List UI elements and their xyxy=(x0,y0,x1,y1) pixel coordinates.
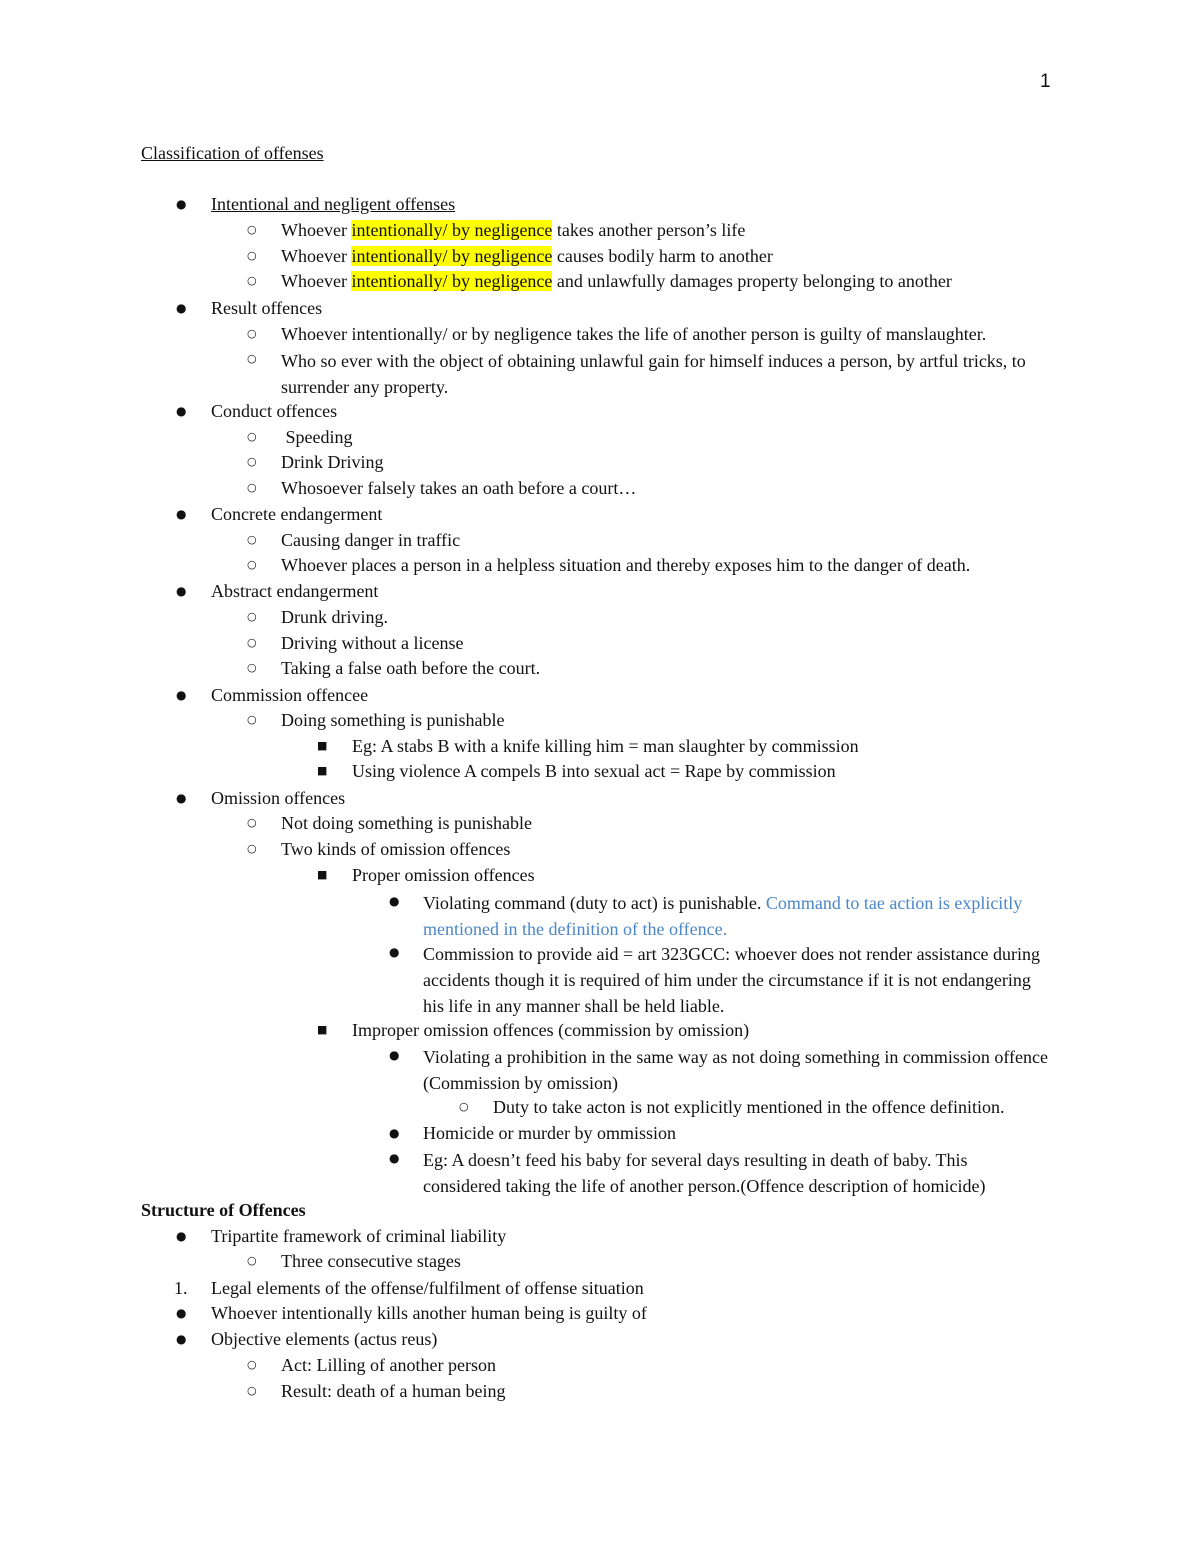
list-item: Speeding xyxy=(281,427,353,447)
list-item: Whoever intentionally/ or by negligence takes the life of another person is guilty of manslaughter. xyxy=(281,324,987,344)
list-item: Violating a prohibition in the same way as not doing something in commission offence (Commission by omission) xyxy=(423,1047,1048,1093)
section-omission-heading: Omission offences xyxy=(211,788,346,808)
circle-bullet-icon: ○ xyxy=(247,713,257,726)
section-commission-heading: Commission offencee xyxy=(211,685,369,705)
bullet-icon: ● xyxy=(176,404,187,418)
list-item: Doing something is punishable xyxy=(281,710,505,730)
section-conduct-heading: Conduct offences xyxy=(211,401,338,421)
list-item: Eg: A stabs B with a knife killing him = man slaughter by commission xyxy=(352,736,859,756)
section-structure-heading: Structure of Offences xyxy=(141,1200,306,1220)
circle-bullet-icon: ○ xyxy=(247,1254,257,1267)
circle-bullet-icon: ○ xyxy=(459,1100,469,1113)
circle-bullet-icon: ○ xyxy=(247,610,257,623)
list-item: Violating command (duty to act) is punishable. Command to tae action is explicitly mentioned in the definition of the offence. xyxy=(423,893,1023,939)
list-item: Commission to provide aid = art 323GCC: whoever does not render assistance during accidents though it is required of him under the circumstance if it is not endangering his life in any manner shall be held liable. xyxy=(423,944,1041,1016)
list-item: Objective elements (actus reus) xyxy=(211,1329,438,1349)
bullet-icon: ● xyxy=(176,301,187,315)
bullet-icon: ● xyxy=(389,894,400,908)
list-item: Causing danger in traffic xyxy=(281,530,461,550)
list-item: Driving without a license xyxy=(281,633,464,653)
list-number: 1. xyxy=(174,1278,188,1298)
list-item: Whoever intentionally/ by negligence causes bodily harm to another xyxy=(281,246,773,266)
circle-bullet-icon: ○ xyxy=(247,327,257,340)
circle-bullet-icon: ○ xyxy=(247,249,257,262)
bullet-icon: ● xyxy=(176,507,187,521)
section-intentional-heading: Intentional and negligent offenses xyxy=(211,194,456,214)
list-item: Using violence A compels B into sexual act = Rape by commission xyxy=(352,761,836,781)
circle-bullet-icon: ○ xyxy=(247,481,257,494)
list-item: Taking a false oath before the court. xyxy=(281,658,541,678)
bullet-icon: ● xyxy=(176,791,187,805)
list-item: Whoever places a person in a helpless situation and thereby exposes him to the danger of death. xyxy=(281,555,971,575)
list-item: Two kinds of omission offences xyxy=(281,839,511,859)
circle-bullet-icon: ○ xyxy=(247,223,257,236)
bullet-icon: ● xyxy=(389,1048,400,1062)
circle-bullet-icon: ○ xyxy=(247,274,257,287)
list-item: Tripartite framework of criminal liability xyxy=(211,1226,507,1246)
circle-bullet-icon: ○ xyxy=(247,533,257,546)
blue-note-text: Command to tae action is explicitly mentioned in the definition of the offence. xyxy=(423,893,1023,939)
list-item: Act: Lilling of another person xyxy=(281,1355,496,1375)
bullet-icon: ● xyxy=(176,1306,187,1320)
list-item: Proper omission offences xyxy=(352,865,535,885)
circle-bullet-icon: ○ xyxy=(247,558,257,571)
section-abstract-heading: Abstract endangerment xyxy=(211,581,379,601)
circle-bullet-icon: ○ xyxy=(247,455,257,468)
bullet-icon: ● xyxy=(176,688,187,702)
list-item: Result: death of a human being xyxy=(281,1381,506,1401)
circle-bullet-icon: ○ xyxy=(247,352,257,365)
circle-bullet-icon: ○ xyxy=(247,1358,257,1371)
list-item: Three consecutive stages xyxy=(281,1251,461,1271)
list-item: Drunk driving. xyxy=(281,607,388,627)
bullet-icon: ● xyxy=(176,1229,187,1243)
bullet-icon: ● xyxy=(389,945,400,959)
highlighted-text: intentionally/ by negligence xyxy=(351,271,553,291)
list-item: Homicide or murder by ommission xyxy=(423,1123,676,1143)
bullet-icon: ● xyxy=(389,1151,400,1165)
circle-bullet-icon: ○ xyxy=(247,430,257,443)
circle-bullet-icon: ○ xyxy=(247,1384,257,1397)
bullet-icon: ● xyxy=(389,1126,400,1140)
bullet-icon: ● xyxy=(176,1332,187,1346)
section-result-heading: Result offences xyxy=(211,298,323,318)
list-item: Who so ever with the object of obtaining unlawful gain for himself induces a person, by artful tricks, to surrender any property. xyxy=(281,351,1026,397)
bullet-icon: ● xyxy=(176,197,187,211)
list-item: Whoever intentionally/ by negligence and unlawfully damages property belonging to another xyxy=(281,271,952,291)
page-number: 1 xyxy=(1040,71,1051,92)
square-bullet-icon: ■ xyxy=(317,764,328,777)
square-bullet-icon: ■ xyxy=(317,739,328,752)
square-bullet-icon: ■ xyxy=(317,868,328,881)
highlighted-text: intentionally/ by negligence xyxy=(351,246,553,266)
document-title: Classification of offenses xyxy=(141,143,324,163)
list-item: Whoever intentionally/ by negligence takes another person’s life xyxy=(281,220,746,240)
circle-bullet-icon: ○ xyxy=(247,842,257,855)
square-bullet-icon: ■ xyxy=(317,1023,328,1036)
list-item: Whoever intentionally kills another human being is guilty of xyxy=(211,1303,647,1323)
highlighted-text: intentionally/ by negligence xyxy=(351,220,553,240)
section-concrete-heading: Concrete endangerment xyxy=(211,504,383,524)
list-item: Drink Driving xyxy=(281,452,384,472)
list-item: Eg: A doesn’t feed his baby for several days resulting in death of baby. This considered taking the life of another person.(Offence description of homicide) xyxy=(423,1150,986,1196)
list-item: Duty to take acton is not explicitly mentioned in the offence definition. xyxy=(493,1097,1005,1117)
list-item: Not doing something is punishable xyxy=(281,813,532,833)
list-item: Whosoever falsely takes an oath before a court… xyxy=(281,478,637,498)
circle-bullet-icon: ○ xyxy=(247,661,257,674)
list-item: Improper omission offences (commission by omission) xyxy=(352,1020,750,1040)
list-item: Legal elements of the offense/fulfilment of offense situation xyxy=(211,1278,644,1298)
bullet-icon: ● xyxy=(176,584,187,598)
circle-bullet-icon: ○ xyxy=(247,636,257,649)
circle-bullet-icon: ○ xyxy=(247,816,257,829)
